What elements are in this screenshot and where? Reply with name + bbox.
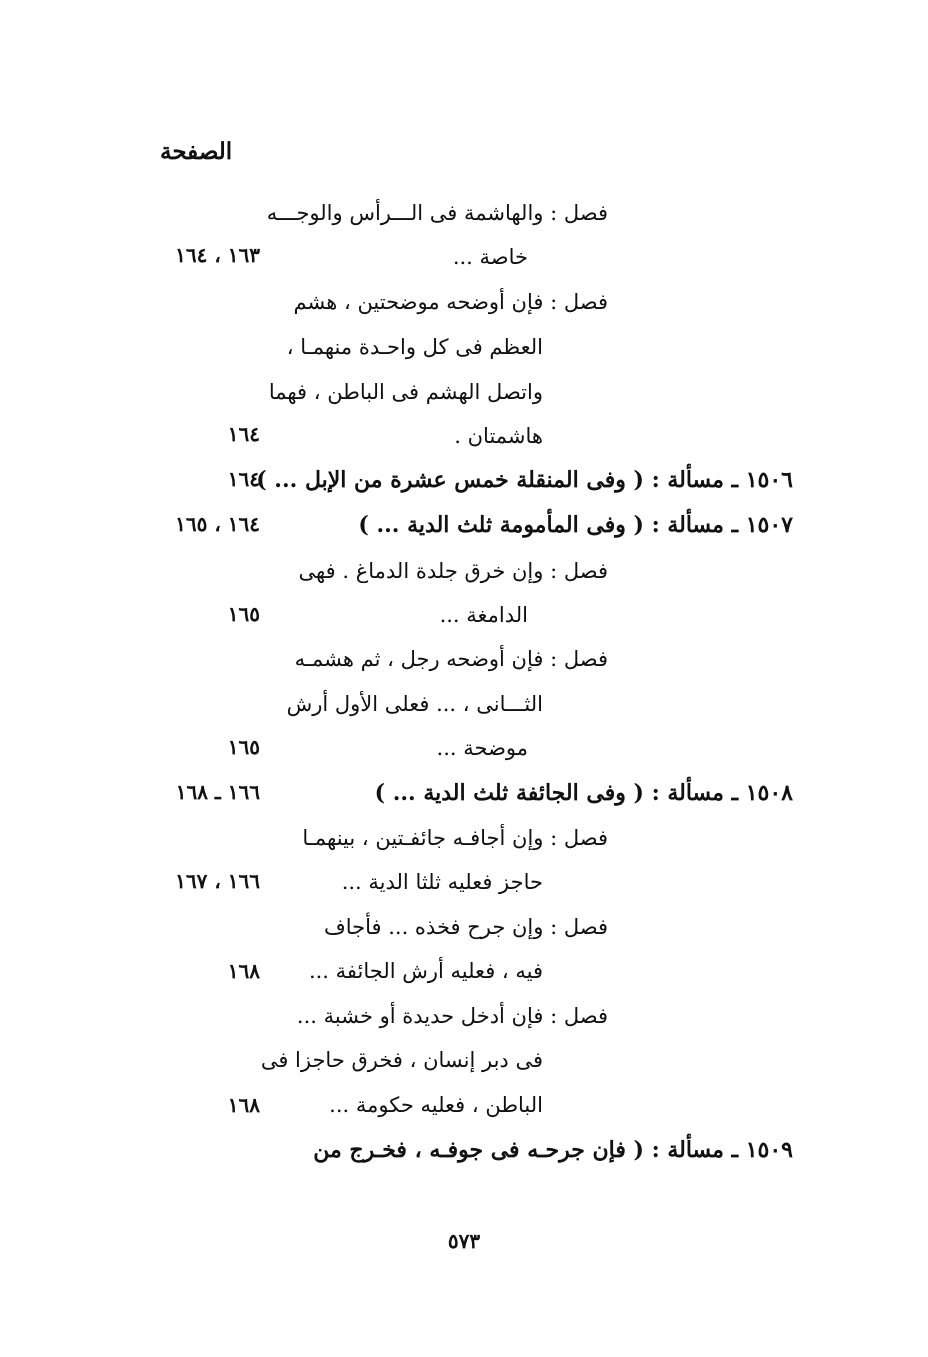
toc-entry-text: فصل : والهاشمة فى الـــرأس والوجـــه [266, 201, 608, 225]
toc-entry-text: العظم فى كل واحـدة منهمـا ، [286, 335, 543, 359]
toc-entry-page: ١٦٦ ـ ١٦٨ [175, 780, 260, 804]
toc-entry-text: الدامغة ... [439, 603, 528, 627]
toc-entry-page: ١٦٤ ، ١٦٥ [175, 512, 260, 536]
toc-entry-text: خاصة ... [452, 245, 528, 269]
toc-entry-text: موضحة ... [436, 736, 528, 760]
toc-entry-page: ١٦٦ ، ١٦٧ [175, 869, 260, 893]
toc-entry-text: فيه ، فعليه أرش الجائفة ... [308, 959, 543, 983]
toc-entry-page: ١٦٥ [227, 735, 260, 759]
toc-entry-text: فصل : فإن أوضحه موضحتين ، هشم [293, 290, 608, 314]
toc-entry-text: الباطن ، فعليه حكومة ... [329, 1093, 543, 1117]
toc-entry-text: فصل : فإن أوضحه رجل ، ثم هشمـه [294, 647, 608, 671]
toc-masala-entry: ١٥٠٨ ـ مسألة : ( وفى الجائفة ثلث الدية ... ) [374, 780, 793, 806]
page-number: ٥٧٣ [447, 1229, 481, 1253]
toc-entry-text: فصل : وإن خرق جلدة الدماغ . فهى [298, 559, 608, 583]
toc-entry-text: الثـــانى ، ... فعلى الأول أرش [286, 692, 543, 716]
toc-entry-text: فى دبر إنسان ، فخرق حاجزا فى [260, 1048, 543, 1072]
toc-entry-page: ١٦٨ [227, 1093, 260, 1117]
toc-entry-page: ١٦٤ [227, 467, 260, 491]
toc-entry-page: ١٦٨ [227, 959, 260, 983]
page-column-header: الصفحة [160, 138, 233, 165]
toc-entry-page: ١٦٤ [227, 422, 260, 446]
toc-masala-entry: ١٥٠٧ ـ مسألة : ( وفى المأمومة ثلث الدية ... ) [358, 512, 793, 538]
toc-entry-text: فصل : وإن أجافـه جائفـتين ، بينهمـا [302, 826, 608, 850]
toc-entry-page: ١٦٥ [227, 602, 260, 626]
toc-masala-entry: ١٥٠٦ ـ مسألة : ( وفى المنقلة خمس عشرة من الإبل ... ) [256, 467, 793, 493]
toc-entry-text: واتصل الهشم فى الباطن ، فهما [268, 380, 543, 404]
toc-entry-text: حاجز فعليه ثلثا الدية ... [341, 870, 543, 894]
toc-masala-entry: ١٥٠٩ ـ مسألة : ( فإن جرحـه فى جوفـه ، فخـرج من [313, 1137, 793, 1163]
toc-entry-page: ١٦٣ ، ١٦٤ [175, 243, 260, 267]
toc-entry-text: هاشمتان . [454, 424, 543, 448]
toc-entry-text: فصل : فإن أدخل حديدة أو خشبة ... [296, 1004, 608, 1028]
toc-entry-text: فصل : وإن جرح فخذه ... فأجاف [323, 915, 608, 939]
